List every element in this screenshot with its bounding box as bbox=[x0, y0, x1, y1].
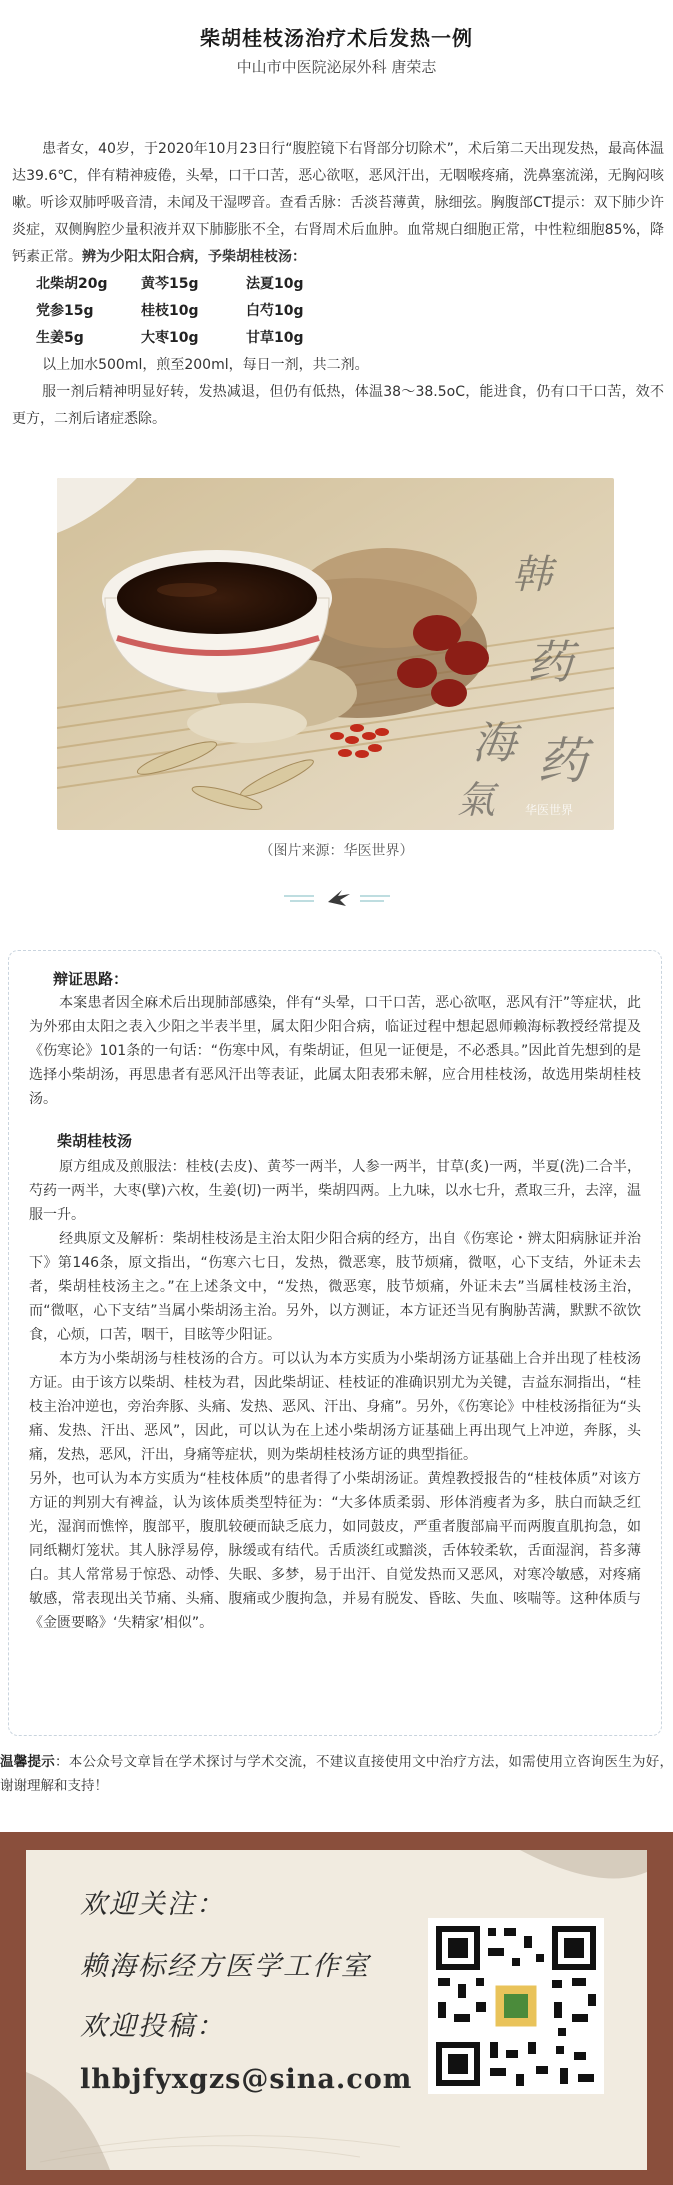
prescription-row bbox=[12, 325, 664, 352]
herb-item: 桂枝10g bbox=[141, 303, 199, 319]
analysis-heading: 辩证思路： bbox=[53, 970, 129, 988]
case-paragraph bbox=[12, 136, 664, 271]
diagnosis-text: 辨为少阳太阳合病，予柴胡桂枝汤： bbox=[82, 249, 306, 265]
herb-item: 甘草10g bbox=[246, 330, 304, 346]
case-report bbox=[12, 136, 664, 433]
herbal-medicine-photo bbox=[57, 478, 614, 830]
formula-classic-text: 经典原文及解析：柴胡桂枝汤是主治太阳少阳合病的经方，出自《伤寒论・辨太阳病脉证并治下》第146条，原文指出，“伤寒六七日，发热，微恶寒，肢节烦痛，微呕，心下支结，外证未去者，柴胡桂枝汤主之。”在上述条文中，“发热，微恶寒，肢节烦痛，外证未去”当属桂枝汤主治，而“微呕，心下支结”当属小柴胡汤主治。另外，以方测证，本方证还当见有胸胁苦满，默默不欲饮食，心烦，口苦，咽干，目眩等少阳证。 bbox=[29, 1231, 641, 1343]
disclaimer-text: ：本公众号文章旨在学术探讨与学术交流，不建议直接使用文中治疗方法，如需使用立咨询医生为好，谢谢理解和支持！ bbox=[0, 1754, 673, 1794]
svg-text:氣: 氣 bbox=[457, 778, 496, 822]
bird-icon bbox=[328, 890, 350, 906]
follow-banner bbox=[0, 1832, 673, 2185]
herb-item: 白芍10g bbox=[246, 303, 304, 319]
qr-code[interactable] bbox=[428, 1918, 604, 2094]
herb-item: 北柴胡20g bbox=[36, 276, 108, 292]
outcome-text: 服一剂后精神明显好转，发热减退，但仍有低热，体温38～38.5oC，能进食，仍有口干口苦，效不更方，二剂后诸症悉除。 bbox=[12, 384, 664, 427]
prescription-row bbox=[12, 298, 664, 325]
disclaimer bbox=[0, 1750, 673, 1798]
herb-item: 党参15g bbox=[36, 303, 94, 319]
case-description: 患者女，40岁，于2020年10月23日行“腹腔镜下右肾部分切除术”，术后第二天出现发热，最高体温达39.6℃，伴有精神疲倦，头晕，口干口苦，恶心欲呕，恶风汗出，无咽喉疼痛，洗鼻塞流涕，无胸闷咳嗽。听诊双肺呼吸音清，未闻及干湿啰音。查看舌脉：舌淡苔薄黄，脉细弦。胸腹部CT提示：双下肺少许炎症，双侧胸腔少量积液并双下肺膨胀不全，右肾周术后血肿。血常规白细胞正常，中性粒细胞85%，降钙素正常。 bbox=[12, 141, 664, 265]
article-byline: 中山市中医院泌尿外科 唐荣志 bbox=[236, 58, 437, 76]
dosage-text: 以上加水500ml，煎至200ml，每日一剂，共二剂。 bbox=[42, 357, 369, 373]
article-title: 柴胡桂枝汤治疗术后发热一例 bbox=[200, 26, 473, 50]
analysis-box bbox=[8, 950, 662, 1736]
formula-composition: 原方组成及煎服法：桂枝(去皮)、黄芩一两半，人参一两半，甘草(炙)一两，半夏(洗)二合半，芍药一两半，大枣(擘)六枚，生姜(切)一两半，柴胡四两。上九味，以水七升，煮取三升，去滓，温服一升。 bbox=[29, 1159, 641, 1223]
formula-heading: 柴胡桂枝汤 bbox=[57, 1132, 133, 1150]
svg-text:药: 药 bbox=[527, 635, 573, 689]
banner-follow-label: 欢迎关注： bbox=[80, 1889, 225, 1920]
svg-text:海: 海 bbox=[472, 718, 516, 769]
svg-text:韩: 韩 bbox=[512, 552, 552, 598]
herb-item: 生姜5g bbox=[36, 330, 84, 346]
herb-item: 黄芩15g bbox=[141, 276, 199, 292]
banner-email[interactable]: lhbjfyxgzs@sina.com bbox=[80, 2064, 413, 2095]
herb-item: 法夏10g bbox=[246, 276, 304, 292]
image-credit: （图片来源：华医世界） bbox=[259, 843, 414, 859]
prescription-row bbox=[12, 271, 664, 298]
formula-analysis: 本方为小柴胡汤与桂枝汤的合方。可以认为本方实质为小柴胡汤方证基础上合并出现了桂枝汤方证。由于该方以柴胡、桂枝为君，因此柴胡证、桂枝证的准确识别尤为关键，吉益东洞指出，“桂枝主治冲逆也，旁治奔豚、头痛、发热、恶风、汗出、身痛”。另外，《伤寒论》中桂枝汤指征为“头痛、发热、汗出、恶风”，因此，可以认为在上述小柴胡汤方证基础上再出现气上冲逆，奔豚，头痛，发热，恶风，汗出，身痛等症状，则为柴胡桂枝汤方证的典型指征。 bbox=[29, 1351, 641, 1463]
herb-item: 大枣10g bbox=[141, 330, 199, 346]
disclaimer-label: 温馨提示 bbox=[0, 1754, 55, 1770]
constitution-analysis: 另外，也可认为本方实质为“桂枝体质”的患者得了小柴胡汤证。黄煌教授报告的“桂枝体质”对该方方证的判别大有裨益，认为该体质类型特征为：“大多体质柔弱、形体消瘦者为多，肤白而缺乏红光，湿润而憔悴，腹部平，腹肌较硬而缺乏底力，如同鼓皮，严重者腹部扁平而两腹直肌拘急，如同纸糊灯笼状。其人脉浮易停，脉缓或有结代。舌质淡红或黯淡，舌体较柔软，舌面湿润，苔多薄白。其人常常易于惊恐、动悸、失眠、多梦，易于出汗、自觉发热而又恶风，对寒冷敏感，对疼痛敏感，常表现出关节痛、头痛、腹痛或少腹拘急，并易有脱发、昏眩、失血、咳喘等。这种体质与《金匮要略》‘失精家’相似”。 bbox=[29, 1471, 641, 1631]
banner-studio-name: 赖海标经方医学工作室 bbox=[80, 1951, 370, 1982]
banner-submit-label: 欢迎投稿： bbox=[80, 2011, 225, 2042]
decorative-divider bbox=[280, 884, 394, 912]
analysis-paragraph: 本案患者因全麻术后出现肺部感染，伴有“头晕，口干口苦，恶心欲呕，恶风有汗”等症状，此为外邪由太阳之表入少阳之半表半里，属太阳少阳合病，临证过程中想起恩师赖海标教授经常提及《伤寒论》101条的一句话：“伤寒中风，有柴胡证，但见一证便是，不必悉具。”因此首先想到的是选择小柴胡汤，再思患者有恶风汗出等表证，此属太阳表邪未解，应合用桂枝汤，故选用柴胡桂枝汤。 bbox=[29, 995, 641, 1107]
svg-text:药: 药 bbox=[537, 732, 587, 790]
photo-watermark: 华医世界 bbox=[525, 803, 574, 817]
